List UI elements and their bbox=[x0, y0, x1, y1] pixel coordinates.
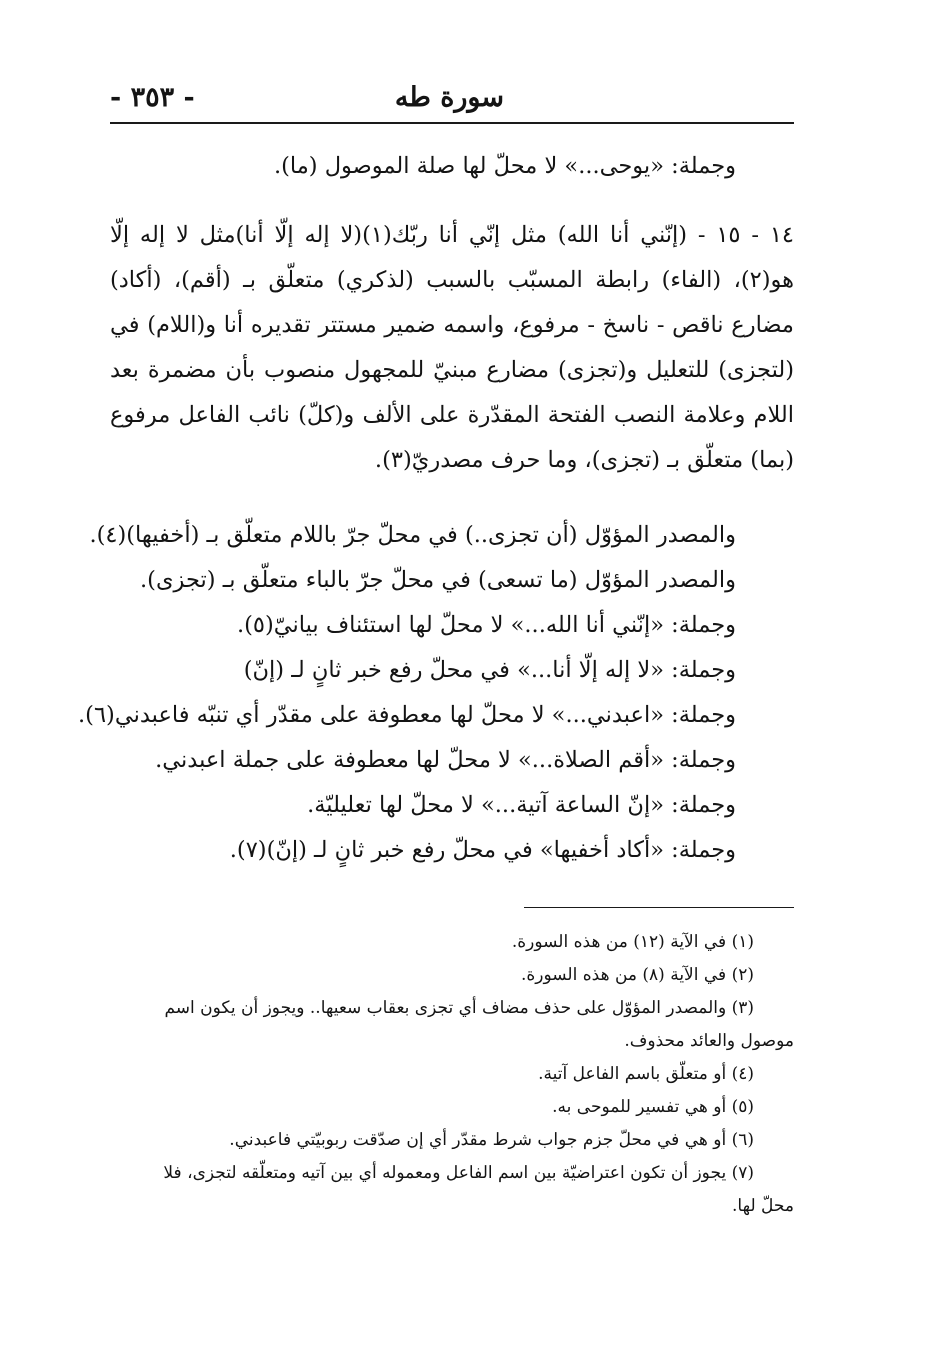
paragraph-line: مضارع ناقص - ناسخ - مرفوع، واسمه ضمير مستتر تقديره أنا و(اللام) في bbox=[110, 312, 794, 338]
analysis-entries bbox=[78, 513, 794, 873]
analysis-entry: وجملة: «لا إله إلّا أنا...» في محلّ رفع خبر ثانٍ لـ (إنّ) bbox=[243, 657, 736, 683]
footnote: (٦) أو هي في محلّ جزم جواب شرط مقدّر أي إن صدّقت ربوبيّتي فاعبدني. bbox=[229, 1130, 754, 1150]
document-page bbox=[78, 78, 794, 1223]
analysis-entry: وجملة: «إنّ الساعة آتية...» لا محلّ لها تعليليّة. bbox=[307, 792, 736, 818]
footnote: (٢) في الآية (٨) من هذه السورة. bbox=[520, 965, 754, 985]
page-number: - ٣٥٣ - bbox=[110, 82, 195, 113]
analysis-entry: وجملة: «إنّني أنا الله...» لا محلّ لها استئناف بيانيّ(٥). bbox=[236, 612, 736, 638]
paragraph-line: (بما) متعلّق بـ (تجزى)، وما حرف مصدريّ(٣). bbox=[374, 447, 794, 473]
analysis-entry: وجملة: «أكاد أخفيها» في محلّ رفع خبر ثانٍ لـ (إنّ)(٧). bbox=[229, 837, 736, 863]
verse-paragraph bbox=[110, 213, 794, 483]
footnote-continuation: موصول والعائد محذوف. bbox=[624, 1031, 794, 1051]
surah-title: سورة طه bbox=[394, 82, 504, 113]
paragraph-line: ١٤ - ١٥ - (إنّني أنا الله) مثل إنّي أنا ربّك(١)(لا إله إلّا أنا)مثل لا إله إلّا bbox=[110, 222, 794, 248]
analysis-entry: والمصدر المؤوّل (أن تجزى..) في محلّ جرّ باللام متعلّق بـ (أخفيها)(٤). bbox=[89, 522, 736, 548]
footnote-continuation: محلّ لها. bbox=[732, 1196, 794, 1216]
footnotes bbox=[110, 926, 794, 1223]
footnote: (٣) والمصدر المؤوّل على حذف مضاف أي تجزى بعقاب سعيها.. ويجوز أن يكون اسم bbox=[164, 998, 754, 1018]
footnote: (٤) أو متعلّق باسم الفاعل آتية. bbox=[538, 1064, 754, 1084]
footnote: (١) في الآية (١٢) من هذه السورة. bbox=[511, 932, 754, 952]
footnote: (٧) يجوز أن تكون اعتراضيّة بين اسم الفاعل ومعموله أي بين آتيه ومتعلّقه لتجزى، فلا bbox=[163, 1163, 754, 1183]
analysis-entry: وجملة: «اعبدني...» لا محلّ لها معطوفة على مقدّر أي تنبّه فاعبدني(٦). bbox=[78, 702, 736, 728]
intro-line: وجملة: «يوحى...» لا محلّ لها صلة الموصول (ما). bbox=[273, 153, 736, 179]
paragraph-line: هو(٢)، (الفاء) رابطة المسبّب بالسبب (لذكري) متعلّق بـ (أقم)، (أكاد) bbox=[110, 267, 794, 293]
footnote: (٥) أو هي تفسير للموحى به. bbox=[552, 1097, 754, 1117]
footnote-divider bbox=[524, 907, 794, 908]
analysis-entry: وجملة: «أقم الصلاة...» لا محلّ لها معطوفة على جملة اعبدني. bbox=[155, 747, 736, 773]
paragraph-line: اللام وعلامة النصب الفتحة المقدّرة على الألف و(كلّ) نائب الفاعل مرفوع bbox=[110, 402, 794, 428]
page-header bbox=[110, 78, 794, 124]
analysis-entry: والمصدر المؤوّل (ما تسعى) في محلّ جرّ بالباء متعلّق بـ (تجزى). bbox=[140, 567, 736, 593]
paragraph-line: (لتجزى) للتعليل و(تجزى) مضارع مبنيّ للمجهول منصوب بأن مضمرة بعد bbox=[110, 357, 794, 383]
